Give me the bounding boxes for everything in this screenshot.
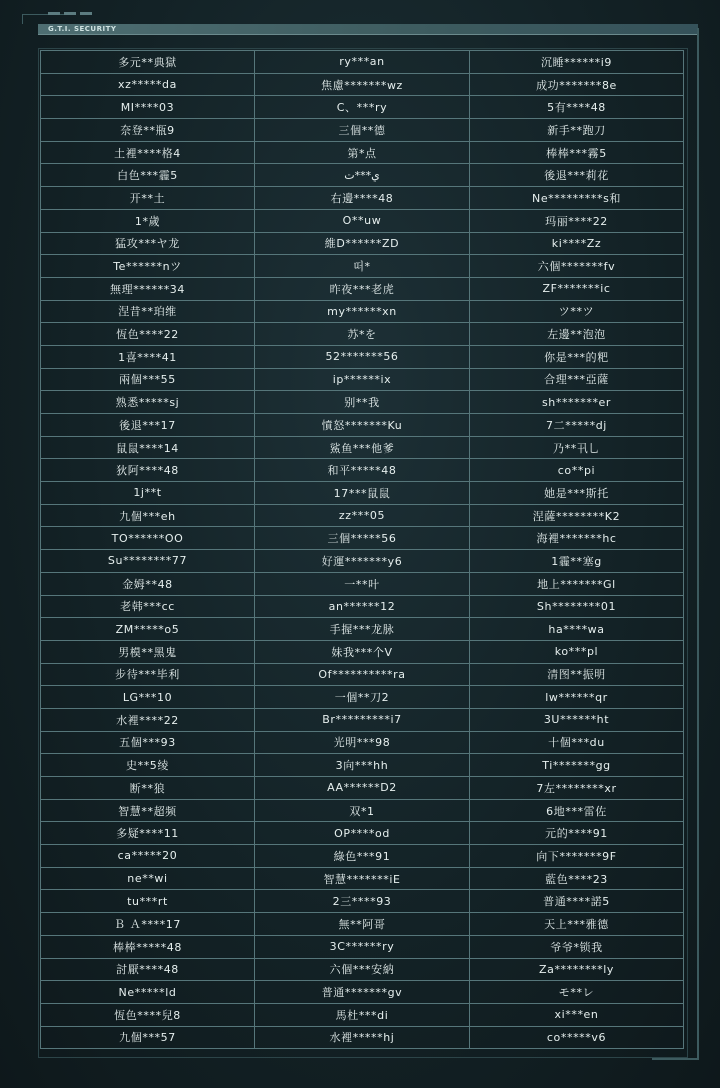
table-row <box>41 1026 684 1049</box>
table-row <box>41 913 684 936</box>
name-cell: Ti*******gg <box>470 754 684 777</box>
name-cell: 涅昔**珀维 <box>41 300 255 323</box>
table-row <box>41 96 684 119</box>
name-cell: an******12 <box>255 595 470 618</box>
name-cell: 棒棒*****48 <box>41 935 255 958</box>
name-cell: 右邊****48 <box>255 187 470 210</box>
name-cell: 新手**跑刀 <box>470 119 684 142</box>
name-cell: 後退***莉花 <box>470 164 684 187</box>
table-row <box>41 981 684 1004</box>
name-cell: 沉睡******i9 <box>470 51 684 74</box>
name-cell: Ne*********s和 <box>470 187 684 210</box>
name-cell: モ**レ <box>470 981 684 1004</box>
name-cell: 第*点 <box>255 141 470 164</box>
table-row <box>41 255 684 278</box>
table-row <box>41 141 684 164</box>
name-cell: 維D******ZD <box>255 232 470 255</box>
name-cell: 智慧*******iE <box>255 867 470 890</box>
frame-edge-right <box>697 28 699 1058</box>
name-cell: ZM*****o5 <box>41 618 255 641</box>
name-cell: 2三****93 <box>255 890 470 913</box>
name-cell: 玛丽****22 <box>470 209 684 232</box>
table-row <box>41 935 684 958</box>
table-row <box>41 73 684 96</box>
name-cell: 爷爷*锁我 <box>470 935 684 958</box>
name-cell: 一個**刀2 <box>255 686 470 709</box>
name-cell: 清图**振明 <box>470 663 684 686</box>
name-cell: 向下*******9F <box>470 845 684 868</box>
table-row <box>41 482 684 505</box>
name-cell: 金姆**48 <box>41 572 255 595</box>
name-cell: 她是***斯托 <box>470 482 684 505</box>
table-row <box>41 958 684 981</box>
name-cell: 普通****諾5 <box>470 890 684 913</box>
name-cell: 多元**典獄 <box>41 51 255 74</box>
name-cell: Ｂ Ａ****17 <box>41 913 255 936</box>
name-cell: ca*****20 <box>41 845 255 868</box>
table-row <box>41 414 684 437</box>
table-row <box>41 391 684 414</box>
name-cell: 無理******34 <box>41 277 255 300</box>
name-cell: 六個*******fv <box>470 255 684 278</box>
table-row <box>41 595 684 618</box>
name-cell: 成功*******8e <box>470 73 684 96</box>
name-cell: 棒棒***霧5 <box>470 141 684 164</box>
name-cell: Su********77 <box>41 550 255 573</box>
name-cell: 水裡****22 <box>41 708 255 731</box>
table-row <box>41 663 684 686</box>
name-cell: ي***ت <box>255 164 470 187</box>
name-cell: 老韩***cc <box>41 595 255 618</box>
table-row <box>41 119 684 142</box>
name-cell: lw******qr <box>470 686 684 709</box>
name-cell: 1*歲 <box>41 209 255 232</box>
name-cell: 九個***57 <box>41 1026 255 1049</box>
name-cell: 合理***亞薩 <box>470 368 684 391</box>
name-cell: 智慧**超频 <box>41 799 255 822</box>
table-row <box>41 209 684 232</box>
name-cell: co**pi <box>470 459 684 482</box>
name-cell: 7左********xr <box>470 777 684 800</box>
name-cell: 憤怒*******Ku <box>255 414 470 437</box>
name-cell: 兩個***55 <box>41 368 255 391</box>
name-cell: C、***ry <box>255 96 470 119</box>
name-cell: Sh********01 <box>470 595 684 618</box>
table-row <box>41 345 684 368</box>
name-cell: 白色***霾5 <box>41 164 255 187</box>
table-row <box>41 867 684 890</box>
name-cell: 鼠鼠****14 <box>41 436 255 459</box>
name-cell: 1喜****41 <box>41 345 255 368</box>
name-cell: 手握***龙脉 <box>255 618 470 641</box>
name-cell: Br*********i7 <box>255 708 470 731</box>
name-cell: 熟悉*****sj <box>41 391 255 414</box>
name-cell: ki****Zz <box>470 232 684 255</box>
table-row <box>41 277 684 300</box>
name-cell: ry***an <box>255 51 470 74</box>
name-cell: Te******nツ <box>41 255 255 278</box>
table-row <box>41 618 684 641</box>
name-cell: O**uw <box>255 209 470 232</box>
name-cell: Ne*****ld <box>41 981 255 1004</box>
table-row <box>41 777 684 800</box>
name-cell: 討厭****48 <box>41 958 255 981</box>
name-cell: 十個***du <box>470 731 684 754</box>
name-cell: TO******OO <box>41 527 255 550</box>
table-row <box>41 754 684 777</box>
name-cell: xz*****da <box>41 73 255 96</box>
name-cell: 涅薩********K2 <box>470 504 684 527</box>
name-cell: 焦慮*******wz <box>255 73 470 96</box>
name-cell: 52*******56 <box>255 345 470 368</box>
table-row <box>41 459 684 482</box>
frame-edge-bottom <box>652 1058 699 1060</box>
name-cell: 苏*を <box>255 323 470 346</box>
name-cell: AA******D2 <box>255 777 470 800</box>
name-cell: ha****wa <box>470 618 684 641</box>
table-row <box>41 300 684 323</box>
name-cell: 恆色****22 <box>41 323 255 346</box>
header-title: G.T.I. SECURITY <box>48 25 117 33</box>
name-cell: 五個***93 <box>41 731 255 754</box>
name-cell: 九個***eh <box>41 504 255 527</box>
name-cell: 猛攻***ヤ龙 <box>41 232 255 255</box>
name-cell: 普通*******gv <box>255 981 470 1004</box>
name-cell: MI****03 <box>41 96 255 119</box>
name-cell: OP****od <box>255 822 470 845</box>
table-row <box>41 187 684 210</box>
name-cell: 和平*****48 <box>255 459 470 482</box>
name-cell: 好運*******y6 <box>255 550 470 573</box>
table-row <box>41 822 684 845</box>
name-cell: 乃**卂乚 <box>470 436 684 459</box>
table-row <box>41 890 684 913</box>
table-row <box>41 799 684 822</box>
name-cell: 别**我 <box>255 391 470 414</box>
name-cell: 多疑****11 <box>41 822 255 845</box>
name-cell: 3C******ry <box>255 935 470 958</box>
table-row <box>41 232 684 255</box>
name-cell: LG***10 <box>41 686 255 709</box>
name-cell: 断**狼 <box>41 777 255 800</box>
name-cell: 恆色****兒8 <box>41 1003 255 1026</box>
name-cell: ko***pl <box>470 640 684 663</box>
name-cell: my******xn <box>255 300 470 323</box>
name-cell: 無**阿哥 <box>255 913 470 936</box>
name-cell: 一**叶 <box>255 572 470 595</box>
name-cell: 三個**德 <box>255 119 470 142</box>
name-cell: 奈登**瓶9 <box>41 119 255 142</box>
name-cell: 綠色***91 <box>255 845 470 868</box>
name-cell: 狄阿****48 <box>41 459 255 482</box>
table-row <box>41 640 684 663</box>
name-cell: 史**5绫 <box>41 754 255 777</box>
table-row <box>41 436 684 459</box>
name-cell: 藍色****23 <box>470 867 684 890</box>
table-row <box>41 550 684 573</box>
name-cell: 鯊鱼***他爹 <box>255 436 470 459</box>
name-cell: 元的****91 <box>470 822 684 845</box>
name-cell: 馬杜***di <box>255 1003 470 1026</box>
table-row <box>41 845 684 868</box>
name-cell: 天上***雅德 <box>470 913 684 936</box>
names-table-body <box>41 51 684 1049</box>
name-cell: 步待***毕利 <box>41 663 255 686</box>
table-row <box>41 323 684 346</box>
name-cell: 土裡****格4 <box>41 141 255 164</box>
name-cell: ZF*******ic <box>470 277 684 300</box>
name-cell: 昨夜***老虎 <box>255 277 470 300</box>
name-cell: 双*1 <box>255 799 470 822</box>
names-table <box>40 50 684 1049</box>
table-row <box>41 504 684 527</box>
name-cell: 左邊**泡泡 <box>470 323 684 346</box>
name-cell: zz***05 <box>255 504 470 527</box>
name-cell: 开**土 <box>41 187 255 210</box>
name-cell: 1j**t <box>41 482 255 505</box>
table-row <box>41 164 684 187</box>
table-row <box>41 686 684 709</box>
name-cell: ip******ix <box>255 368 470 391</box>
table-row <box>41 527 684 550</box>
name-cell: 你是***的粑 <box>470 345 684 368</box>
name-cell: Za********ly <box>470 958 684 981</box>
name-cell: 水裡*****hj <box>255 1026 470 1049</box>
name-cell: 떠* <box>255 255 470 278</box>
name-cell: 光明***98 <box>255 731 470 754</box>
name-cell: 地上*******Gl <box>470 572 684 595</box>
name-cell: 17***鼠鼠 <box>255 482 470 505</box>
name-cell: ツ**ツ <box>470 300 684 323</box>
name-cell: 5有****48 <box>470 96 684 119</box>
name-cell: xi***en <box>470 1003 684 1026</box>
name-cell: sh*******er <box>470 391 684 414</box>
name-cell: 後退***17 <box>41 414 255 437</box>
table-row <box>41 708 684 731</box>
table-row <box>41 368 684 391</box>
name-cell: 6地***雷佐 <box>470 799 684 822</box>
name-cell: 3向***hh <box>255 754 470 777</box>
name-cell: Of**********ra <box>255 663 470 686</box>
name-cell: tu***rt <box>41 890 255 913</box>
name-cell: 1霾**塞g <box>470 550 684 573</box>
header-bar <box>38 24 698 35</box>
name-cell: 六個***安納 <box>255 958 470 981</box>
table-row <box>41 51 684 74</box>
table-row <box>41 1003 684 1026</box>
name-cell: 妹我***个V <box>255 640 470 663</box>
table-row <box>41 572 684 595</box>
name-cell: 三個*****56 <box>255 527 470 550</box>
name-cell: ne**wi <box>41 867 255 890</box>
name-cell: co*****v6 <box>470 1026 684 1049</box>
frame-decoration-dots <box>48 12 92 15</box>
name-cell: 男模**黑鬼 <box>41 640 255 663</box>
name-cell: 3U******ht <box>470 708 684 731</box>
name-cell: 海裡*******hc <box>470 527 684 550</box>
table-row <box>41 731 684 754</box>
name-cell: 7二*****dj <box>470 414 684 437</box>
